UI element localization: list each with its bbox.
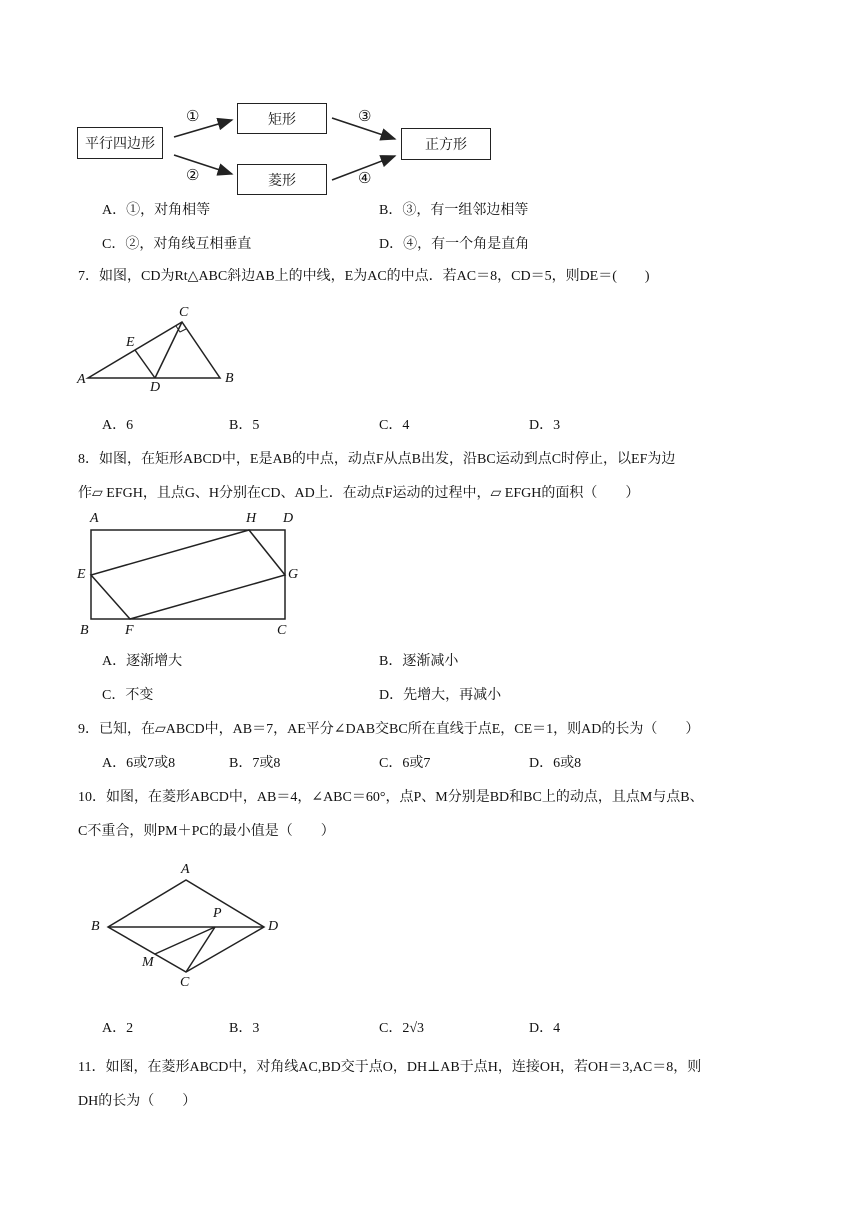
q9-option-c[interactable]: C．6或7	[379, 756, 431, 771]
arrow-label-1: ①	[186, 109, 200, 125]
q8-option-b[interactable]: B．逐渐减小	[379, 654, 459, 669]
q8-stem-line2: 作▱ EFGH，且点G、H分别在CD、AD上．在动点F运动的过程中，▱ EFGH的面积（ ）	[78, 486, 640, 501]
q8-option-c[interactable]: C．不变	[102, 688, 154, 703]
q8-option-d[interactable]: D．先增大，再减小	[379, 688, 502, 703]
q8-label-f: F	[125, 623, 134, 638]
q10-option-b[interactable]: B．3	[229, 1021, 260, 1036]
q9-option-b[interactable]: B．7或8	[229, 756, 281, 771]
arrow-label-2: ②	[186, 168, 200, 184]
q7-label-b: B	[225, 371, 234, 386]
q10-label-d: D	[268, 919, 279, 934]
box-parallelogram: 平行四边形	[77, 127, 163, 159]
q9-option-a[interactable]: A．6或7或8	[102, 756, 176, 771]
q10-stem-line2: C不重合，则PM＋PC的最小值是（ ）	[78, 824, 335, 839]
box-square: 正方形	[401, 128, 491, 160]
q10-label-a: A	[181, 862, 190, 877]
q8-stem-line1: 8．如图，在矩形ABCD中，E是AB的中点，动点F从点B出发，沿BC运动到点C时停止，以EF为边	[78, 452, 676, 467]
q7-option-b[interactable]: B．5	[229, 418, 260, 433]
q8-label-g: G	[288, 567, 299, 582]
q6-option-d[interactable]: D．④，有一个角是直角	[379, 237, 530, 252]
q10-label-b: B	[91, 919, 100, 934]
q8-label-b: B	[80, 623, 89, 638]
q7-label-d: D	[150, 380, 161, 395]
arrow-label-3: ③	[358, 109, 372, 125]
q10-label-p: P	[213, 906, 222, 921]
q6-option-b[interactable]: B．③，有一组邻边相等	[379, 203, 529, 218]
q8-option-a[interactable]: A．逐渐增大	[102, 654, 183, 669]
q6-option-c[interactable]: C．②，对角线互相垂直	[102, 237, 252, 252]
q8-label-d: D	[283, 511, 294, 526]
q7-option-c[interactable]: C．4	[379, 418, 410, 433]
q10-option-a[interactable]: A．2	[102, 1021, 134, 1036]
q7-label-c: C	[179, 305, 189, 320]
q8-label-c: C	[277, 623, 287, 638]
q10-label-m: M	[142, 955, 154, 970]
box-rhombus: 菱形	[237, 164, 327, 195]
q7-option-d[interactable]: D．3	[529, 418, 561, 433]
q8-label-h: H	[246, 511, 257, 526]
q7-stem: 7．如图，CD为Rt△ABC斜边AB上的中线，E为AC的中点．若AC＝8，CD＝5，则DE＝( )	[78, 269, 650, 284]
arrow-label-4: ④	[358, 171, 372, 187]
q8-label-e: E	[77, 567, 86, 582]
q10-option-d[interactable]: D．4	[529, 1021, 561, 1036]
q10-stem-line1: 10．如图，在菱形ABCD中，AB＝4，∠ABC＝60°，点P、M分别是BD和BC上的动点，且点M与点B、	[78, 790, 704, 805]
q6-option-a[interactable]: A．①，对角相等	[102, 203, 211, 218]
q11-stem-line1: 11．如图，在菱形ABCD中，对角线AC,BD交于点O，DH⊥AB于点H，连接OH，若OH＝3,AC＝8，则	[78, 1060, 702, 1075]
q8-label-a: A	[90, 511, 99, 526]
q7-label-e: E	[126, 335, 135, 350]
q7-option-a[interactable]: A．6	[102, 418, 134, 433]
q9-stem: 9．已知，在▱ABCD中，AB＝7，AE平分∠DAB交BC所在直线于点E，CE＝1，则AD的长为（ ）	[78, 722, 700, 737]
q9-option-d[interactable]: D．6或8	[529, 756, 582, 771]
q10-option-c[interactable]: C．2√3	[379, 1021, 425, 1036]
q10-label-c: C	[180, 975, 190, 990]
q11-stem-line2: DH的长为（ ）	[78, 1094, 197, 1109]
box-rectangle: 矩形	[237, 103, 327, 134]
q7-label-a: A	[77, 372, 86, 387]
